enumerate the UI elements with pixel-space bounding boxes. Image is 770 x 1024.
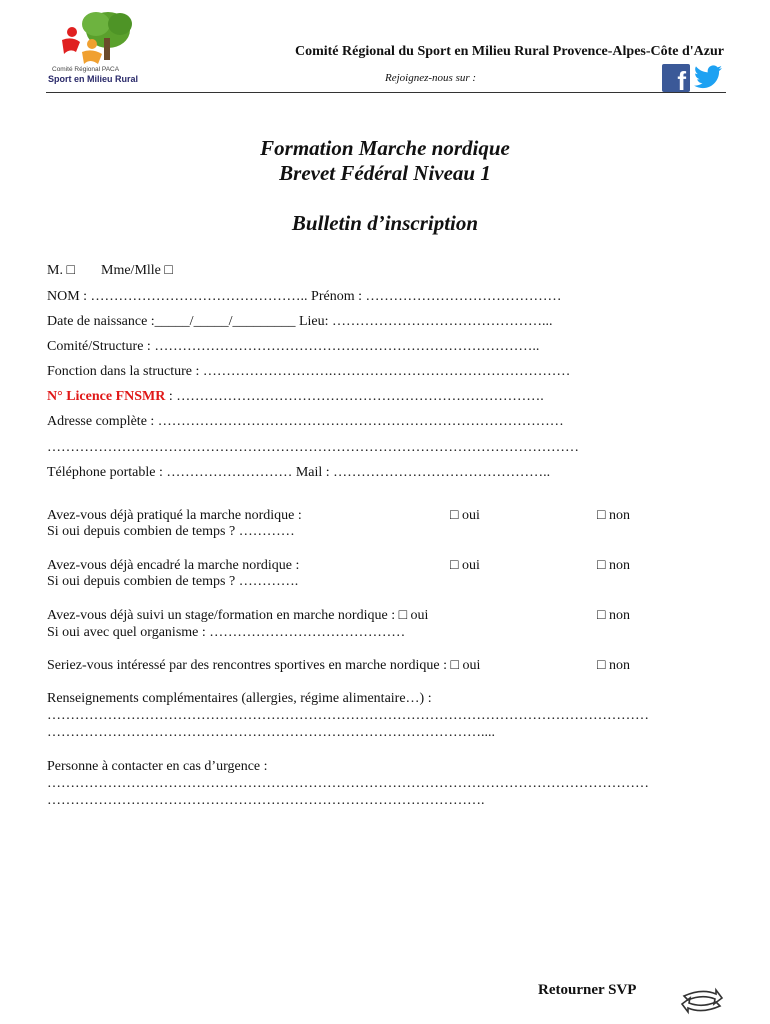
- q1-non-checkbox[interactable]: □ non: [597, 508, 630, 523]
- phone-mail-field[interactable]: Téléphone portable : ……………………… Mail : ………………………………………..: [47, 465, 551, 480]
- turn-over-text: Retourner SVP: [538, 982, 637, 998]
- question-practiced: Avez-vous déjà pratiqué la marche nordique :: [47, 508, 302, 523]
- q1-oui-checkbox[interactable]: □ oui: [450, 508, 480, 523]
- emergency-contact-label: Personne à contacter en cas d’urgence :: [47, 759, 268, 774]
- question-training[interactable]: Avez-vous déjà suivi un stage/formation en marche nordique : □ oui: [47, 608, 429, 623]
- header-divider: [46, 92, 726, 93]
- logo-subtitle: Comité Régional PACA: [52, 66, 120, 73]
- q4-non-checkbox[interactable]: □ non: [597, 658, 630, 673]
- licence-label: N° Licence FNSMR: [47, 389, 166, 404]
- join-us-text: Rejoignez-nous sur :: [385, 72, 477, 84]
- civility-mme-checkbox[interactable]: Mme/Mlle □: [101, 263, 173, 278]
- emergency-contact-line1[interactable]: …………………………………………………………………………………………………………………: [47, 776, 649, 791]
- q3-non-checkbox[interactable]: □ non: [597, 608, 630, 623]
- birth-date-field[interactable]: Date de naissance :_____/_____/_________ Lieu: ………………………………………...: [47, 314, 553, 329]
- additional-info-line2[interactable]: …………………………………………………………………………………....: [47, 725, 495, 740]
- document-title: Formation Marche nordique: [260, 136, 510, 160]
- additional-info-line1[interactable]: …………………………………………………………………………………………………………………: [47, 708, 649, 723]
- q2-oui-checkbox[interactable]: □ oui: [450, 558, 480, 573]
- question-practiced-duration[interactable]: Si oui depuis combien de temps ? …………: [47, 524, 295, 539]
- function-field[interactable]: Fonction dans la structure : ……………………….……………………………………………: [47, 364, 571, 379]
- additional-info-label: Renseignements complémentaires (allergies, régime alimentaire…) :: [47, 691, 432, 706]
- civility-m-checkbox[interactable]: M. □: [47, 263, 75, 278]
- q2-non-checkbox[interactable]: □ non: [597, 558, 630, 573]
- form-title: Bulletin d’inscription: [291, 211, 479, 235]
- document-subtitle: Brevet Fédéral Niveau 1: [279, 161, 491, 185]
- turn-over-arrow-icon: [680, 986, 724, 1016]
- structure-field[interactable]: Comité/Structure : ………………………………………………………………………..: [47, 339, 540, 354]
- address-line2-field[interactable]: ……………………………………………………………………………………………………: [47, 440, 579, 455]
- question-competitions[interactable]: Seriez-vous intéressé par des rencontres sportives en marche nordique : □ oui: [47, 658, 481, 673]
- question-supervised: Avez-vous déjà encadré la marche nordique :: [47, 558, 300, 573]
- twitter-icon[interactable]: [694, 64, 722, 90]
- organization-title: Comité Régional du Sport en Milieu Rural Provence-Alpes-Côte d'Azur: [294, 44, 724, 59]
- logo-title: Sport en Milieu Rural: [48, 74, 139, 84]
- address-field[interactable]: Adresse complète : ……………………………………………………………………………: [47, 414, 564, 429]
- question-supervised-duration[interactable]: Si oui depuis combien de temps ? ………….: [47, 574, 299, 589]
- licence-dots: : …………………………………………………………………….: [165, 389, 544, 404]
- emergency-contact-line2[interactable]: ………………………………………………………………………………….: [47, 793, 485, 808]
- question-training-organism[interactable]: Si oui avec quel organisme : ……………………………………: [47, 625, 406, 640]
- facebook-icon[interactable]: f: [662, 64, 690, 92]
- name-field[interactable]: NOM : ……………………………………….. Prénom : ……………………………………: [47, 289, 562, 304]
- licence-field[interactable]: [47, 389, 544, 405]
